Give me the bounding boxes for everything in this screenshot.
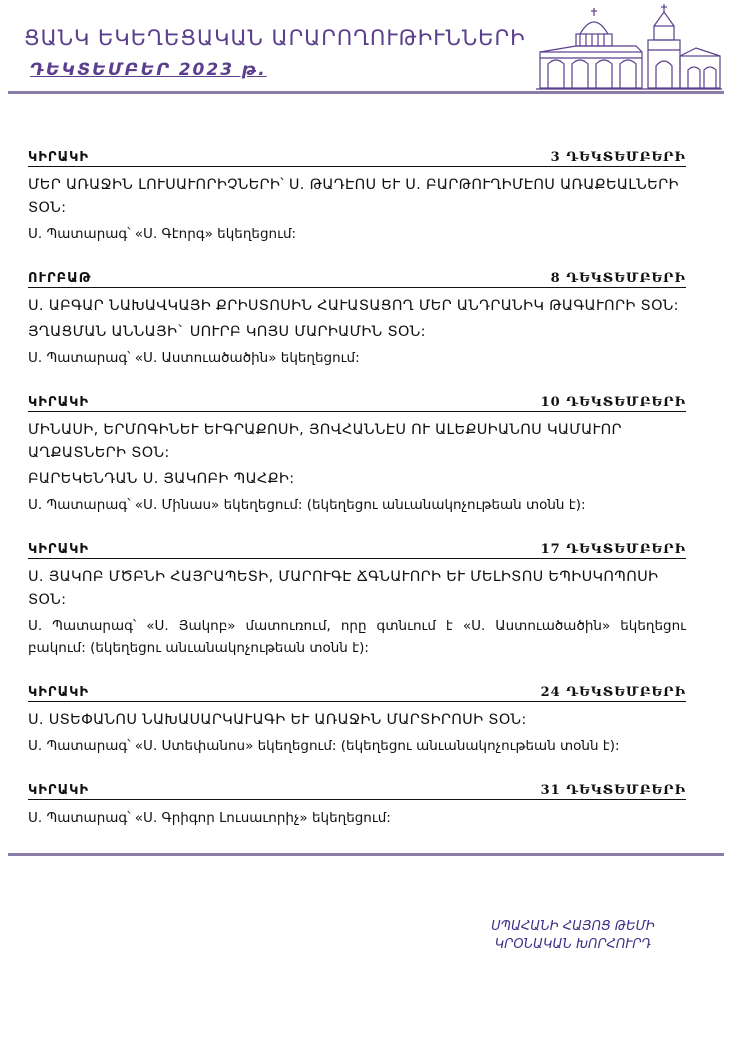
date: 31 ԴԵԿՏԵՄԲԵՐԻ [540,783,686,798]
feast-title: ԲԱՐԵԿԵՆԴԱՆ Ս. ՅԱԿՈԲԻ ՊԱՀՔԻ: [28,471,295,487]
header-divider [8,91,724,94]
signature-line: ԿՐՕՆԱԿԱՆ ԽՈՐՀՈՒՐԴ [494,937,652,952]
weekday: ԿԻՐԱԿԻ [28,395,90,410]
liturgy-note: Ս. Պատարագ՝ «Ս. Յակոբ» մատուռում, որը գտնւում է «Ս. Աստուածածին» եկեղեցու բակում: (եկեղեցու անւանակոչութեան տօնն է): [28,618,686,656]
feast-title: ՄԻՆԱՍԻ, ԵՐՄՈԳԻՆԵՒ ԵՒԳՐԱՔՈՍԻ, ՅՈՎՀԱՆՆԷՍ ՈՒ ԱԼԵՔՍԻԱՆՈՍ ԿԱՄԱՒՈՐ ԱՂՔԱՏՆԵՐԻ ՏՕՆ: [28,422,622,461]
feast-title: Ս. ԱԲԳԱՐ ՆԱԽԱՎԿԱՅԻ ՔՐԻՍՏՈՍԻՆ ՀԱՒԱՏԱՑՈՂ ՄԵՐ ԱՆԴՐԱՆԻԿ ԹԱԳԱՒՈՐԻ ՏՕՆ: [28,298,679,314]
entry-heading [28,150,686,167]
entry-heading [28,685,686,702]
feast-title: ՅՂԱՑՄԱՆ ԱՆՆԱՅԻ` ՍՈՒՐԲ ԿՈՅՍ ՄԱՐԻԱՄԻՆ ՏՕՆ: [28,324,426,340]
liturgy-note: Ս. Պատարագ՝ «Ս. Գէորգ» եկեղեցում: [28,226,297,242]
weekday: ԿԻՐԱԿԻ [28,685,90,700]
date: 24 ԴԵԿՏԵՄԲԵՐԻ [540,685,686,700]
weekday: ԿԻՐԱԿԻ [28,783,90,798]
date: 10 ԴԵԿՏԵՄԲԵՐԻ [540,395,686,410]
schedule [28,150,686,855]
liturgy-note: Ս. Պատարագ՝ «Ս. Մինաս» եկեղեցում: (եկեղեցու անւանակոչութեան տօնն է): [28,497,586,513]
weekday: ՈՒՐԲԱԹ [28,271,92,286]
liturgy-note: Ս. Պատարագ՝ «Ս. Ստեփանոս» եկեղեցում: (եկեղեցու անւանակոչութեան տօնն է): [28,738,620,754]
schedule-entry [28,150,686,245]
weekday: ԿԻՐԱԿԻ [28,150,90,165]
entry-heading [28,542,686,559]
signature-line: ՍՊԱՀԱՆԻ ՀԱՅՈՑ ԹԵՄԻ [491,919,655,934]
signature-block [478,918,668,954]
page-title: ՑԱՆԿ ԵԿԵՂԵՑԱԿԱՆ ԱՐԱՐՈՂՈՒԹԻՒՆՆԵՐԻ [24,26,526,50]
schedule-entry [28,395,686,516]
entry-heading [28,271,686,288]
entry-heading [28,783,686,800]
page-subtitle: ԴԵԿՏԵՄԲԵՐ 2023 թ. [30,60,267,80]
schedule-entry [28,783,686,829]
date: 8 ԴԵԿՏԵՄԲԵՐԻ [550,271,686,286]
schedule-entry [28,685,686,757]
liturgy-note: Ս. Պատարագ՝ «Ս. Աստուածածին» եկեղեցում: [28,350,360,366]
date: 17 ԴԵԿՏԵՄԲԵՐԻ [540,542,686,557]
feast-title: ՄԵՐ ԱՌԱՋԻՆ ԼՈՒՍԱՒՈՐԻՉՆԵՐԻ՝ Ս. ԹԱԴԷՈՍ ԵՒ Ս. ԲԱՐԹՈՒՂԻՄԷՈՍ ԱՌԱՔԵԱԼՆԵՐԻ ՏՕՆ: [28,177,679,216]
footer-divider [8,853,724,856]
feast-title: Ս. ՅԱԿՈԲ ՄԾԲՆԻ ՀԱՅՐԱՊԵՏԻ, ՄԱՐՈՒԳԷ ՃԳՆԱՒՈՐԻ ԵՒ ՄԵԼԻՏՈՍ ԵՊԻՍԿՈՊՈՍԻ ՏՕՆ: [28,569,659,608]
schedule-entry [28,542,686,659]
liturgy-note: Ս. Պատարագ՝ «Ս. Գրիգոր Լուսաւորիչ» եկեղեցում: [28,810,391,826]
church-drawing-icon [536,4,722,90]
weekday: ԿԻՐԱԿԻ [28,542,90,557]
feast-title: Ս. ՍՏԵՓԱՆՈՍ ՆԱԽԱՍԱՐԿԱՒԱԳԻ ԵՒ ԱՌԱՋԻՆ ՄԱՐՏԻՐՈՍԻ ՏՕՆ: [28,712,527,728]
schedule-entry [28,271,686,369]
entry-heading [28,395,686,412]
date: 3 ԴԵԿՏԵՄԲԵՐԻ [550,150,686,165]
